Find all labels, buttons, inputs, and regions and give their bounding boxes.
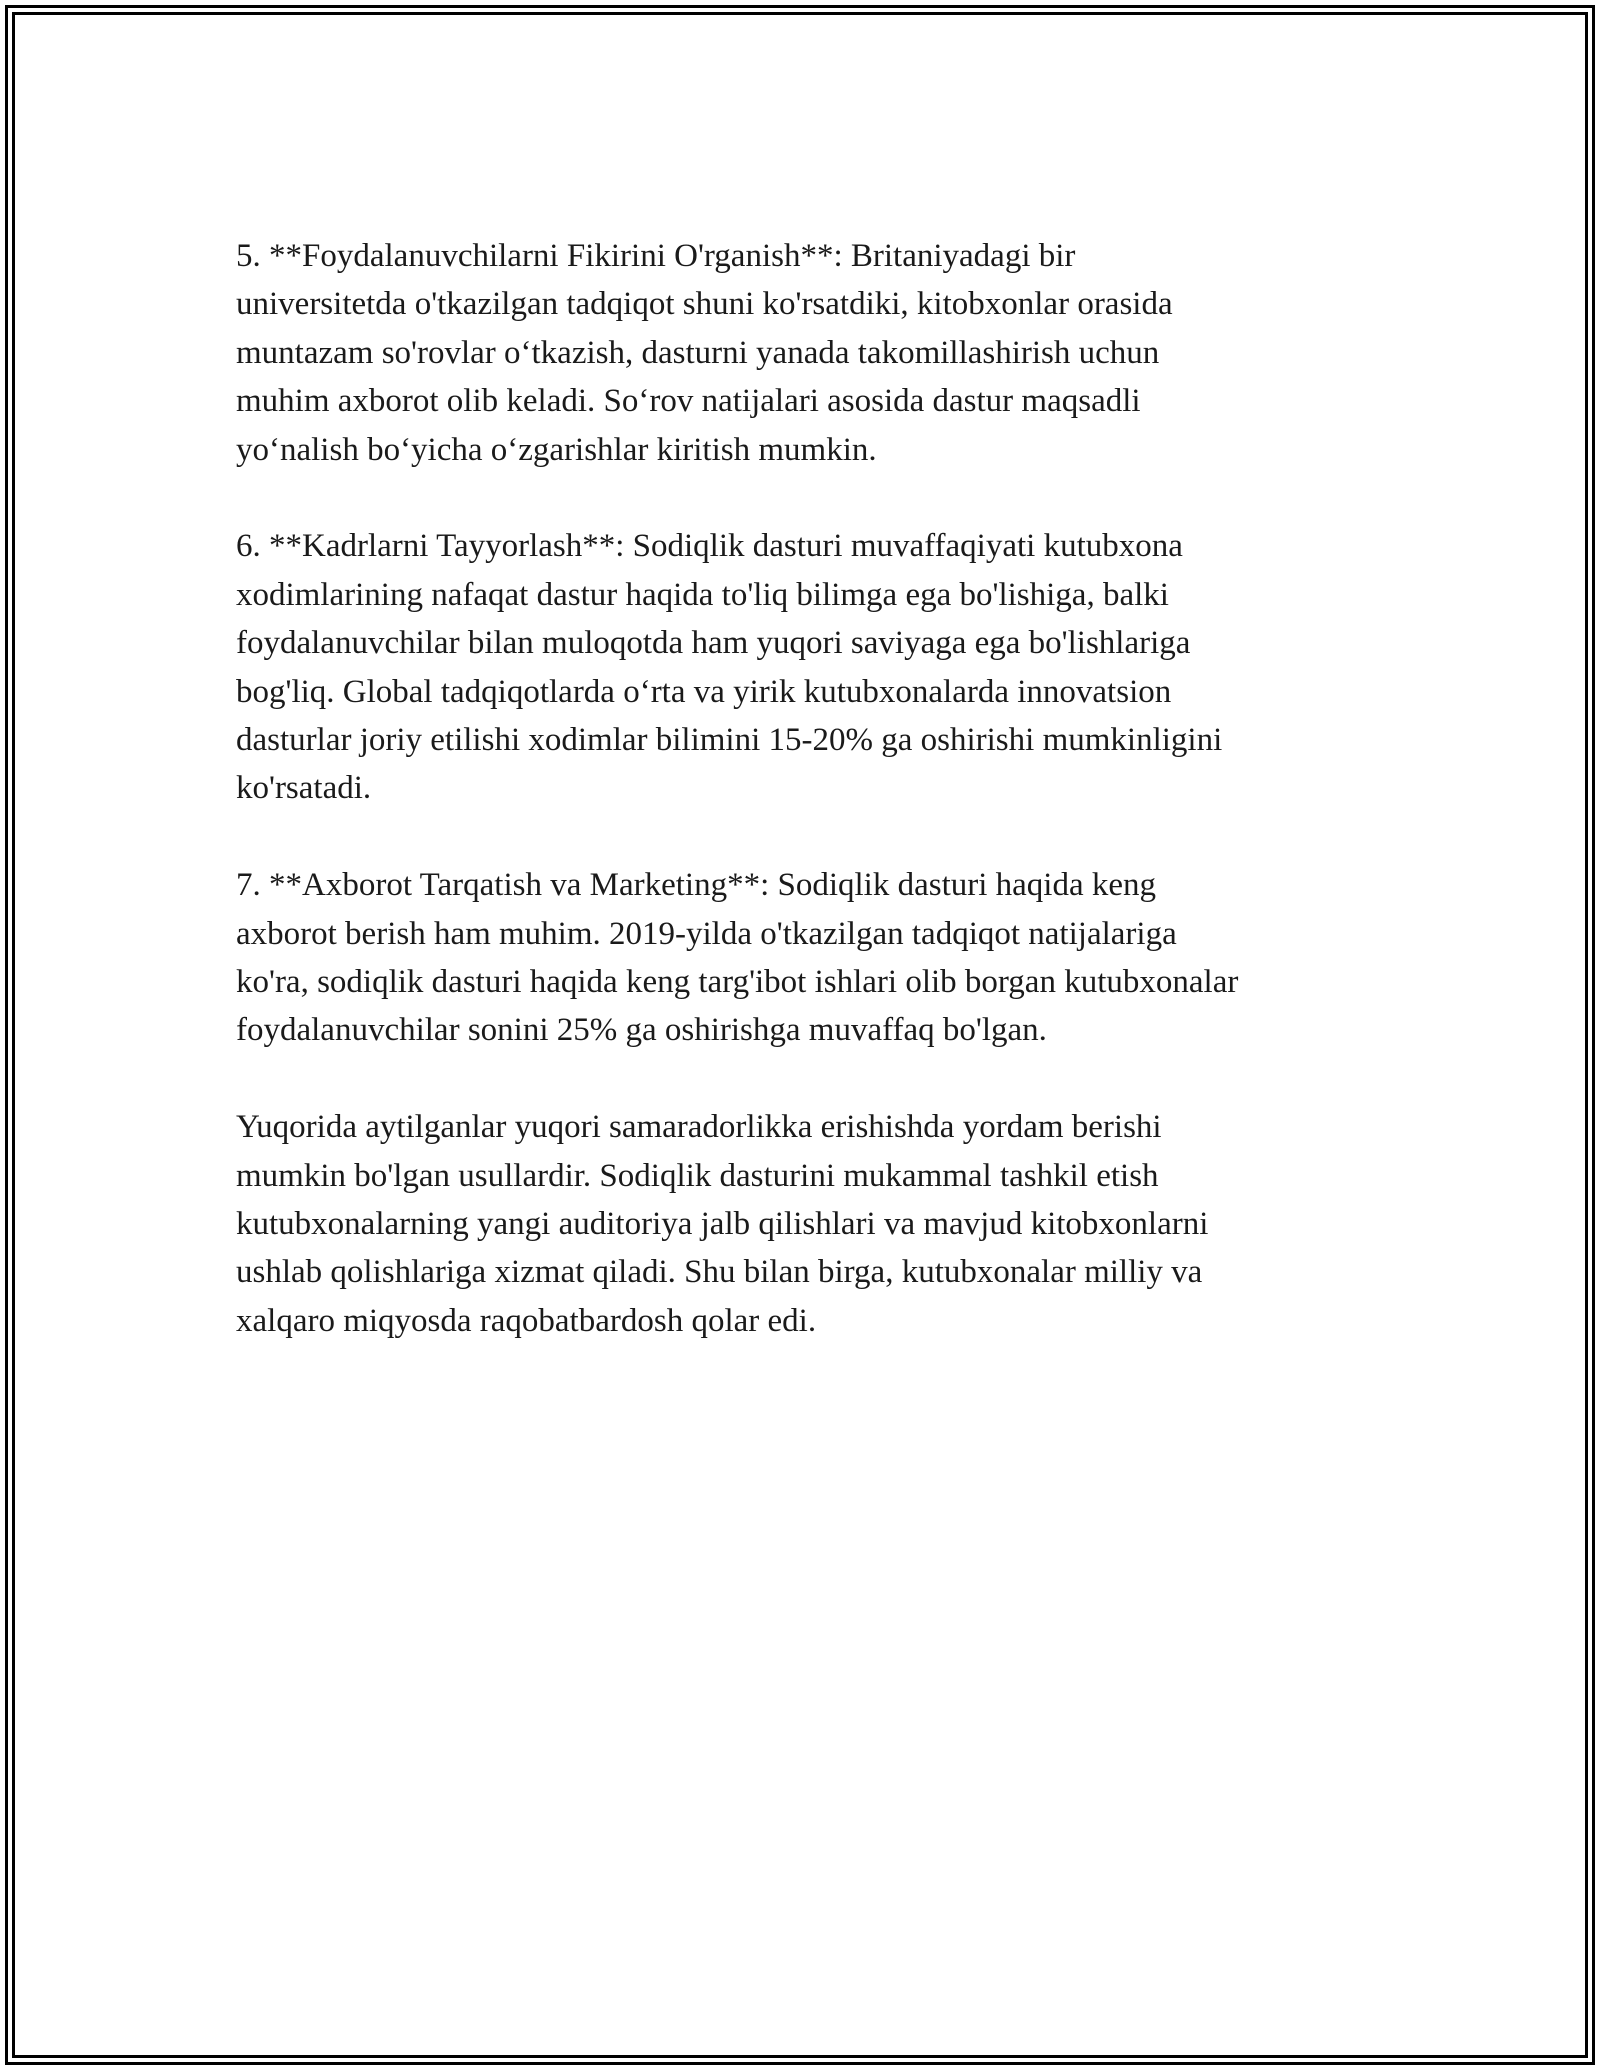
- text-line: 5. **Foydalanuvchilarni Fikirini O'rganish**: Britaniyadagi bir: [236, 238, 1076, 274]
- document-body: [236, 232, 1366, 1345]
- paragraph-conclusion: [236, 1103, 1366, 1345]
- paragraph-marketing: [236, 861, 1366, 1055]
- text-line: 7. **Axborot Tarqatish va Marketing**: Sodiqlik dasturi haqida keng: [236, 867, 1157, 904]
- text-line: dasturlar joriy etilishi xodimlar bilimini 15-20% ga oshirishi mumkinligini: [236, 722, 1223, 759]
- text-line: muhim axborot olib keladi. So‘rov natijalari asosida dastur maqsadli: [236, 383, 1141, 420]
- text-line: foydalanuvchilar bilan muloqotda ham yuqori saviyaga ega bo'lishlariga: [236, 625, 1191, 662]
- text-line: kutubxonalarning yangi auditoriya jalb qilishlari va mavjud kitobxonlarni: [236, 1206, 1209, 1243]
- text-line: 6. **Kadrlarni Tayyorlash**: Sodiqlik dasturi muvaffaqiyati kutubxona: [236, 528, 1183, 565]
- text-line: universitetda o'tkazilgan tadqiqot shuni ko'rsatdiki, kitobxonlar orasida: [236, 286, 1173, 323]
- text-line: ko'rsatadi.: [236, 770, 372, 807]
- text-line: foydalanuvchilar sonini 25% ga oshirishga muvaffaq bo'lgan.: [236, 1012, 1047, 1049]
- text-line: xalqaro miqyosda raqobatbardosh qolar edi.: [236, 1302, 817, 1339]
- text-line: ko'ra, sodiqlik dasturi haqida keng targ'ibot ishlari olib borgan kutubxonalar: [236, 964, 1239, 1001]
- text-line: axborot berish ham muhim. 2019-yilda o'tkazilgan tadqiqot natijalariga: [236, 915, 1177, 952]
- text-line: bog'liq. Global tadqiqotlarda o‘rta va yirik kutubxonalarda innovatsion: [236, 673, 1172, 710]
- text-line: mumkin bo'lgan usullardir. Sodiqlik dasturini mukammal tashkil etish: [236, 1157, 1159, 1194]
- text-line: ushlab qolishlariga xizmat qiladi. Shu bilan birga, kutubxonalar milliy va: [236, 1254, 1203, 1291]
- text-line: muntazam so'rovlar o‘tkazish, dasturni yanada takomillashirish uchun: [236, 334, 1160, 371]
- text-line: yo‘nalish bo‘yicha o‘zgarishlar kiritish mumkin.: [236, 431, 877, 468]
- paragraph-user-feedback: [236, 232, 1366, 474]
- text-line: Yuqorida aytilganlar yuqori samaradorlikka erishishda yordam berishi: [236, 1109, 1162, 1146]
- text-line: xodimlarining nafaqat dastur haqida to'liq bilimga ega bo'lishiga, balki: [236, 576, 1169, 613]
- paragraph-staff-training: [236, 522, 1366, 812]
